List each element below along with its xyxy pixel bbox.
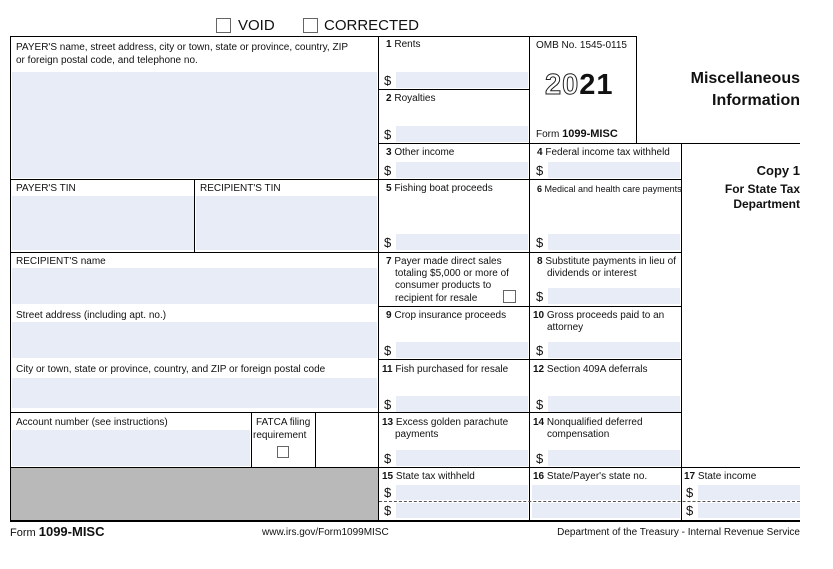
dollar-sign: $ <box>384 235 392 250</box>
box13-label: 13 Excess golden parachute <box>382 417 509 428</box>
footer-form-bold: 1099-MISC <box>38 524 105 539</box>
form-name: 1099-MISC <box>562 128 618 140</box>
dollar-sign: $ <box>536 451 544 466</box>
recipient-name-label: RECIPIENT'S name <box>16 256 106 267</box>
box12-label: 12 Section 409A deferrals <box>533 364 648 375</box>
payer-tin-label: PAYER'S TIN <box>16 183 76 194</box>
box15-field-2[interactable] <box>396 503 528 518</box>
dollar-sign: $ <box>384 127 392 142</box>
box5-field[interactable] <box>396 234 528 250</box>
shaded-area <box>10 467 378 520</box>
dollar-sign: $ <box>536 235 544 250</box>
box7-checkbox[interactable] <box>503 290 516 303</box>
dollar-sign: $ <box>384 485 392 500</box>
recipient-tin-label: RECIPIENT'S TIN <box>200 183 281 194</box>
divider <box>378 143 800 144</box>
box5-label: 5 Fishing boat proceeds <box>386 183 493 194</box>
dollar-sign: $ <box>384 397 392 412</box>
box10-label-2: attorney <box>547 322 584 333</box>
street-address-field[interactable] <box>12 322 377 358</box>
payer-info-field[interactable] <box>12 72 377 178</box>
void-label: VOID <box>238 17 275 34</box>
copy-info <box>684 162 800 212</box>
box10-label: 10 Gross proceeds paid to an <box>533 310 665 321</box>
box16-field-2[interactable] <box>532 503 680 518</box>
account-number-label: Account number (see instructions) <box>16 417 168 428</box>
box13-label-2: payments <box>395 429 439 440</box>
corrected-checkbox[interactable] <box>303 18 318 33</box>
box3-field[interactable] <box>396 162 528 178</box>
divider <box>378 412 681 413</box>
tax-year-outline: 20 <box>545 69 580 101</box>
dollar-sign: $ <box>686 485 694 500</box>
box3-label: 3 Other income <box>386 147 455 158</box>
box9-label: 9 Crop insurance proceeds <box>386 310 507 321</box>
divider <box>378 359 681 360</box>
box14-label: 14 Nonqualified deferred <box>533 417 643 428</box>
divider <box>378 467 800 468</box>
box8-label-2: dividends or interest <box>547 268 637 279</box>
dollar-sign: $ <box>384 451 392 466</box>
omb-number: OMB No. 1545-0115 <box>536 40 627 51</box>
fatca-label-2: requirement <box>253 430 307 441</box>
tax-year-bold: 21 <box>579 69 614 101</box>
divider <box>10 467 379 468</box>
dollar-sign: $ <box>536 343 544 358</box>
divider <box>378 179 681 180</box>
account-number-field[interactable] <box>12 430 250 466</box>
corrected-label: CORRECTED <box>324 17 420 34</box>
divider <box>251 412 252 468</box>
divider <box>378 306 681 307</box>
copy-line-1: For State Tax <box>724 182 800 196</box>
copy-title: Copy 1 <box>756 163 800 178</box>
box14-field[interactable] <box>548 450 680 466</box>
box7-label-3: consumer products to <box>395 280 492 291</box>
box10-field[interactable] <box>548 342 680 358</box>
street-address-label: Street address (including apt. no.) <box>16 310 167 321</box>
box17-label: 17 State income <box>684 471 757 482</box>
tax-year <box>545 70 614 100</box>
recipient-name-field[interactable] <box>12 268 377 304</box>
box8-field[interactable] <box>548 288 680 304</box>
city-label: City or town, state or province, country, and ZIP or foreign postal code <box>16 364 326 375</box>
dollar-sign: $ <box>536 397 544 412</box>
box1-label: 1 Rents <box>386 39 421 50</box>
box7-label-4: recipient for resale <box>395 293 478 304</box>
form-top-border <box>10 36 636 37</box>
payer-info-label-2: or foreign postal code, and telephone no. <box>16 55 198 66</box>
box2-label: 2 Royalties <box>386 93 436 104</box>
payer-tin-field[interactable] <box>12 196 194 250</box>
box6-field[interactable] <box>548 234 680 250</box>
box17-field-1[interactable] <box>698 485 800 500</box>
footer-form-prefix: Form <box>10 527 36 539</box>
box9-field[interactable] <box>396 342 528 358</box>
box8-label: 8 Substitute payments in lieu of <box>537 256 676 267</box>
divider <box>194 179 195 253</box>
divider <box>636 36 637 143</box>
copy-line-2: Department <box>733 197 800 211</box>
divider <box>681 143 682 521</box>
box16-label: 16 State/Payer's state no. <box>533 471 648 482</box>
payer-info-label: PAYER'S name, street address, city or town, state or province, country, ZIP <box>16 42 349 53</box>
city-field[interactable] <box>12 378 377 408</box>
footer-department: Department of the Treasury - Internal Revenue Service <box>557 527 800 538</box>
form-title <box>640 68 800 112</box>
fatca-checkbox[interactable] <box>277 446 289 458</box>
box7-label: 7 Payer made direct sales <box>386 256 502 267</box>
dollar-sign: $ <box>384 343 392 358</box>
box11-field[interactable] <box>396 396 528 412</box>
dollar-sign: $ <box>536 163 544 178</box>
dollar-sign: $ <box>384 163 392 178</box>
divider <box>315 412 316 468</box>
form-name-omb <box>536 128 618 141</box>
box7-label-2: totaling $5,000 or more of <box>395 268 509 279</box>
box6-label: 6 Medical and health care payments <box>537 184 682 194</box>
dollar-sign: $ <box>384 503 392 518</box>
form-left-border <box>10 36 11 521</box>
recipient-tin-field[interactable] <box>196 196 377 250</box>
box4-field[interactable] <box>548 162 680 178</box>
void-checkbox[interactable] <box>216 18 231 33</box>
dollar-sign: $ <box>384 73 392 88</box>
footer-form-name <box>10 525 104 540</box>
dashed-separator <box>379 501 800 502</box>
form-title-line-2: Information <box>712 92 800 109</box>
box4-label: 4 Federal income tax withheld <box>537 147 670 158</box>
divider <box>378 89 530 90</box>
box16-field-1[interactable] <box>532 485 680 500</box>
dollar-sign: $ <box>536 289 544 304</box>
box11-label: 11 Fish purchased for resale <box>382 364 509 375</box>
footer-url: www.irs.gov/Form1099MISC <box>262 527 389 538</box>
box13-field[interactable] <box>396 450 528 466</box>
box1-field[interactable] <box>396 72 528 88</box>
divider <box>378 36 379 521</box>
divider <box>10 412 379 413</box>
box17-field-2[interactable] <box>698 503 800 518</box>
form-prefix: Form <box>536 129 560 140</box>
box14-label-2: compensation <box>547 429 610 440</box>
box15-label: 15 State tax withheld <box>382 471 475 482</box>
dollar-sign: $ <box>686 503 694 518</box>
box15-field-1[interactable] <box>396 485 528 500</box>
box2-field[interactable] <box>396 126 528 142</box>
form-title-line-1: Miscellaneous <box>690 70 800 87</box>
fatca-label-1: FATCA filing <box>256 417 311 428</box>
divider <box>529 36 530 521</box>
box12-field[interactable] <box>548 396 680 412</box>
divider <box>378 252 681 253</box>
